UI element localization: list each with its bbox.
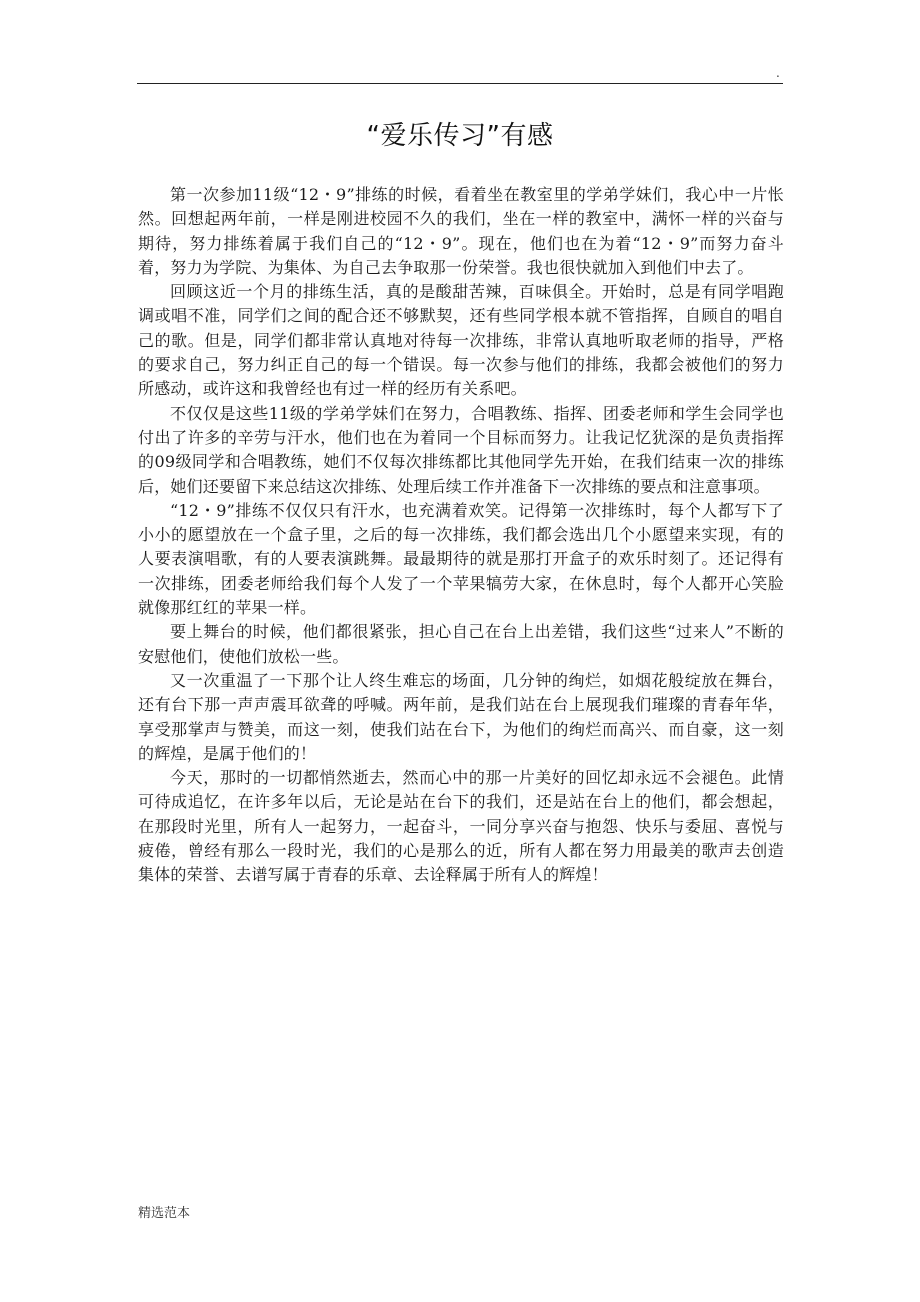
paragraph: 不仅仅是这些11级的学弟学妹们在努力，合唱教练、指挥、团委老师和学生会同学也付出了许多的辛劳与汗水，他们也在为着同一个目标而努力。让我记忆犹深的是负责指挥的09级同学和合唱教练，她们不仅每次排练都比其他同学先开始，在我们结束一次的排练后，她们还要留下来总结这次排练、处理后续工作并准备下一次排练的要点和注意事项。 [138, 403, 784, 496]
header-mark: . [776, 66, 780, 80]
document-title: “爱乐传习”有感 [366, 121, 554, 151]
footer-label: 精选范本 [138, 1206, 191, 1221]
paragraph: 要上舞台的时候，他们都很紧张，担心自己在台上出差错，我们这些“过来人”不断的安慰他们，使他们放松一些。 [138, 622, 784, 666]
header-rule [137, 83, 783, 84]
paragraph: 回顾这近一个月的排练生活，真的是酸甜苦辣，百味俱全。开始时，总是有同学唱跑调或唱不准，同学们之间的配合还不够默契，还有些同学根本就不管指挥，自顾自的唱自己的歌。但是，同学们都非常认真地对待每一次排练，非常认真地听取老师的指导，严格的要求自己，努力纠正自己的每一个错误。每一次参与他们的排练，我都会被他们的努力所感动，或许这和我曾经也有过一样的经历有关系吧。 [138, 282, 784, 399]
paragraph: “12・9”排练不仅仅只有汗水，也充满着欢笑。记得第一次排练时，每个人都写下了小小的愿望放在一个盒子里，之后的每一次排练，我们都会选出几个小愿望来实现，有的人要表演唱歌，有的人要表演跳舞。最最期待的就是那打开盒子的欢乐时刻了。还记得有一次排练，团委老师给我们每个人发了一个苹果犒劳大家，在休息时，每个人都开心笑脸就像那红红的苹果一样。 [138, 500, 784, 618]
paragraph: 第一次参加11级“12・9”排练的时候，看着坐在教室里的学弟学妹们，我心中一片怅然。回想起两年前，一样是刚进校园不久的我们，坐在一样的教室中，满怀一样的兴奋与期待，努力排练着属于我们自己的“12・9”。现在，他们也在为着“12・9”而努力奋斗着，努力为学院、为集体、为自己去争取那一份荣誉。我也很快就加入到他们中去了。 [138, 185, 784, 277]
paragraph: 今天，那时的一切都悄然逝去，然而心中的那一片美好的回忆却永远不会褪色。此情可待成追忆，在许多年以后，无论是站在台下的我们，还是站在台上的他们，都会想起，在那段时光里，所有人一起努力，一起奋斗，一同分享兴奋与抱怨、快乐与委屈、喜悦与疲倦，曾经有那么一段时光，我们的心是那么的近，所有人都在努力用最美的歌声去创造集体的荣誉、去谱写属于青春的乐章、去诠释属于所有人的辉煌！ [138, 768, 784, 885]
document-body [138, 183, 784, 888]
paragraph: 又一次重温了一下那个让人终生难忘的场面，几分钟的绚烂，如烟花般绽放在舞台，还有台下那一声声震耳欲聋的呼喊。两年前，是我们站在台上展现我们璀璨的青春年华，享受那掌声与赞美，而这一刻，使我们站在台下，为他们的绚烂而高兴、而自豪，这一刻的辉煌，是属于他们的！ [138, 670, 784, 763]
